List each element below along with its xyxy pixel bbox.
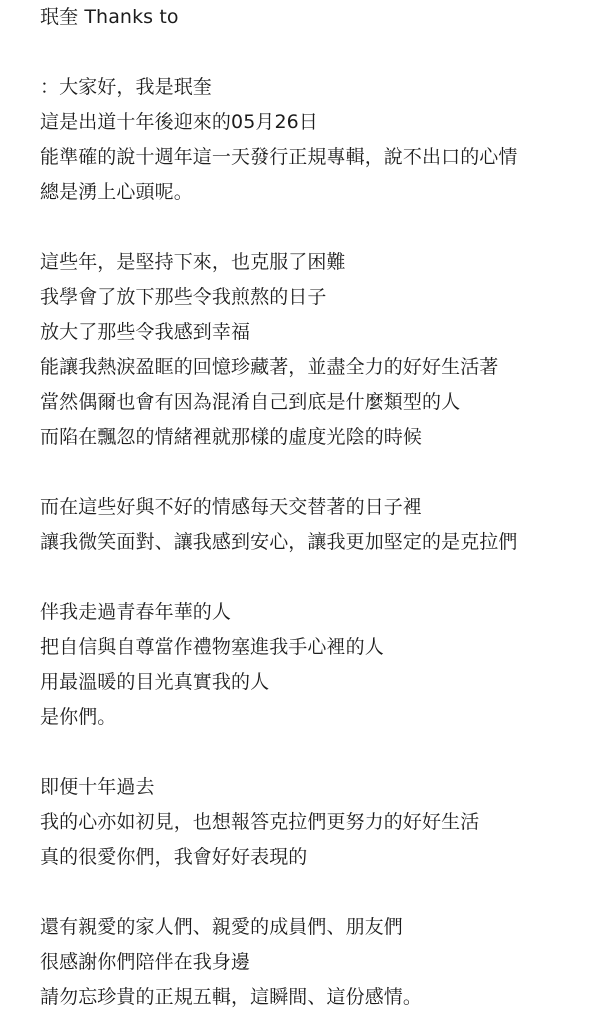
text-line: 讓我微笑面對、讓我感到安心，讓我更加堅定的是克拉們 xyxy=(40,531,518,553)
text-line: 當然偶爾也會有因為混淆自己到底是什麼類型的人 xyxy=(40,391,461,413)
note-title: 珉奎 Thanks to xyxy=(40,6,179,28)
text-line: 這些年，是堅持下來，也克服了困難 xyxy=(40,251,346,273)
text-line: 而陷在飄忽的情緒裡就那樣的虛度光陰的時候 xyxy=(40,426,423,448)
text-line: 還有親愛的家人們、親愛的成員們、朋友們 xyxy=(40,916,403,938)
text-line: 我學會了放下那些令我煎熬的日子 xyxy=(40,286,327,308)
text-line: 真的很愛你們，我會好好表現的 xyxy=(40,846,308,868)
text-line: 請勿忘珍貴的正規五輯，這瞬間、這份感情。 xyxy=(40,986,423,1008)
text-line: 放大了那些令我感到幸福 xyxy=(40,321,251,343)
text-line: 伴我走過青春年華的人 xyxy=(40,601,232,623)
text-line: 能讓我熱淚盈眶的回憶珍藏著，並盡全力的好好生活著 xyxy=(40,356,499,378)
text-line: ：大家好，我是珉奎 xyxy=(40,76,212,98)
text-line: 用最溫暖的目光真實我的人 xyxy=(40,671,270,693)
text-line: 這是出道十年後迎來的05月26日 xyxy=(40,111,318,133)
text-line: 很感謝你們陪伴在我身邊 xyxy=(40,951,251,973)
text-line: 我的心亦如初見，也想報答克拉們更努力的好好生活 xyxy=(40,811,480,833)
text-line: 總是湧上心頭呢。 xyxy=(40,181,193,203)
text-line: 而在這些好與不好的情感每天交替著的日子裡 xyxy=(40,496,423,518)
text-line: 是你們。 xyxy=(40,706,117,728)
text-line: 能準確的說十週年這一天發行正規專輯，說不出口的心情 xyxy=(40,146,518,168)
text-line: 即便十年過去 xyxy=(40,776,155,798)
text-line: 把自信與自尊當作禮物塞進我手心裡的人 xyxy=(40,636,384,658)
